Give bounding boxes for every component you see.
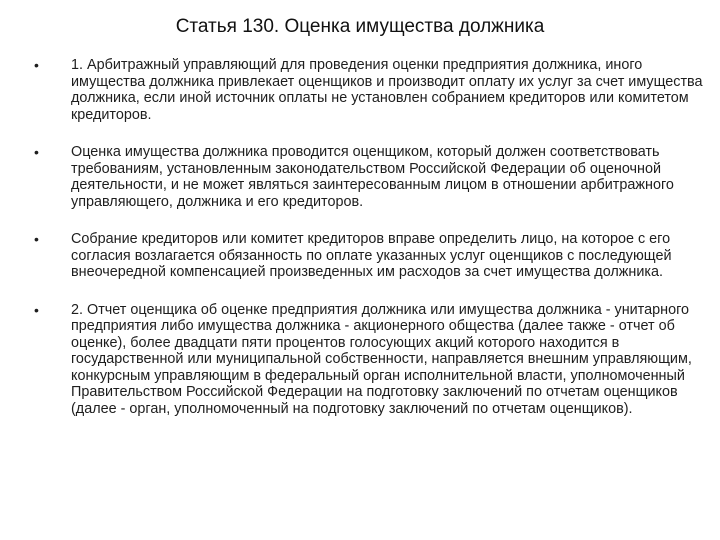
bullet-icon: • [34,57,39,73]
bullet-text-1: 1. Арбитражный управляющий для проведения оценки предприятия должника, иного имущества должника привлекает оценщиков и производит оплату их услуг за счет имущества должника, если иной источник оплаты не установлен собранием кредиторов или комитетом кредиторов. [71,57,703,123]
bullet-text-4: 2. Отчет оценщика об оценке предприятия должника или имущества должника - унитарного предприятия либо имущества должника - акционерного общества (далее также - отчет об оценке), более двадцати пяти процентов голосующих акций которого находится в государственной или муниципальной собственности, направляется внешним управляющим, конкурсным управляющим в федеральный орган исполнительной власти, уполномоченный Правительством Российской Федерации на подготовку заключений по отчетам оценщиков (далее - орган, уполномоченный на подготовку заключений по отчетам оценщиков). [71,301,692,417]
bullet-item-2 [34,144,706,210]
bullet-icon: • [34,301,39,318]
slide-title: Статья 130. Оценка имущества должника [175,16,545,37]
bullet-item-4 [34,302,706,418]
bullet-item-1 [34,57,706,123]
bullet-text-3: Собрание кредиторов или комитет кредиторов вправе определить лицо, на которое с его согласия возлагается обязанность по оплате указанных услуг оценщиков с последующей внеочередной компенсацией произведенных им расходов за счет имущества должника. [71,231,672,280]
bullet-list [34,57,706,438]
bullet-icon: • [34,144,39,160]
bullet-text-2: Оценка имущества должника проводится оценщиком, который должен соответствовать требованиям, установленным законодательством Российской Федерации об оценочной деятельности, и не может являться заинтересованным лицом в отношении арбитражного управляющего, должника и его кредиторов. [71,144,674,210]
bullet-item-3 [34,231,706,281]
bullet-icon: • [34,231,39,247]
